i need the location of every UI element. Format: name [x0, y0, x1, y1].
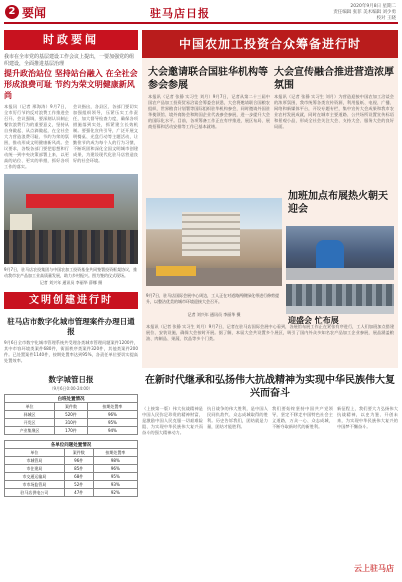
article-publicity-body: 本报讯（记者 张静 实习生 刘月）为营造迎接中国农加工洽谈会的浓厚氛围，我市统筹各类宣传资源，利用报纸、电视、广播、网络和新媒体平台，开设专题专栏，集中宣传大会成果和我市农业农村发展成就，同时在城市主要道路、公共场所设置宣传标语和景观小品，形成全社会关注大会、支持大会、服务大会的良好局面。: [274, 94, 394, 129]
lead-headline[interactable]: 提升政治站位 坚持站台融入 在全社会形成浪费可耻 节约为荣文明健康新风尚: [4, 69, 138, 100]
article-booth-setup-headline[interactable]: 加班加点布展热火朝天迎会: [288, 191, 388, 215]
app-watermark: 云上驻马店: [354, 564, 394, 573]
photo-bench: [286, 268, 394, 280]
table-cell: 96件: [64, 457, 93, 465]
photo-banner: [26, 194, 114, 208]
masthead-divider: [4, 22, 398, 24]
issue-proofreader: 校对 王晓: [376, 16, 396, 21]
table-header: 案件数: [64, 449, 93, 457]
photo-caption: 9月7日，驻马店农投集团与中国农加工投资基金共同签署投资框架协议，推动我市农产品加工业高质量发展，助力乡村振兴。图为签约仪式现场。: [4, 267, 138, 278]
table-cell: 市交通运输局: [5, 473, 65, 481]
table-cell: 产业集聚区: [5, 427, 55, 435]
feature-article: [142, 374, 398, 578]
table-cell: 95%: [87, 419, 137, 427]
feature-body: [142, 406, 398, 436]
article-publicity-headline[interactable]: 大会宣传融合推进营造浓厚氛围: [274, 67, 394, 91]
table-cell: 52件: [64, 481, 93, 489]
table-cell: 85件: [64, 465, 93, 473]
table-header: 按期处置率: [87, 403, 137, 411]
table-cell: 驿城区: [5, 411, 55, 419]
expo-special-section: [142, 30, 398, 368]
table-cell: 96%: [87, 411, 137, 419]
feature-body-col-2: 抗日战争的伟大胜利，是中国人民同仇敌忾、众志成城取得的胜利。历史告诉我们，团结就是力量，团结才能胜利。: [207, 406, 268, 429]
column-header-civilization: 文明创建进行时: [4, 292, 138, 309]
table-cell: 市住建局: [5, 465, 65, 473]
table-cell: 310件: [55, 419, 88, 427]
masthead: [0, 0, 402, 26]
signing-ceremony-photo: [4, 174, 138, 264]
issue-info: [304, 4, 396, 22]
table-row: [5, 419, 138, 427]
table-caption: 白班处置情况: [5, 395, 138, 403]
lead-body-left: 本报讯（记者 邢海涛）9月7日，全市厉行节约反对浪费工作推进会召开。会议强调，要深刻认识制止餐饮浪费行为的重要意义，坚持从自身做起、从点滴做起，在全社会大力营造浪费可耻、节约为荣的氛围，推动形成文明健康新风尚。会议要求，各级各部门要把思想和行动统一到中央决策部署上来，以更高的站位、更实的举措，抓好各项工作的落实。: [4, 104, 69, 169]
booth-setup-photo: [286, 226, 394, 280]
case-report-body: 9月6日全市数字化城市管理系统共受理各类城市管理问题案件1200件，其中市容环境类案件680件，街面秩序类案件320件，其他类案件200件。已处置案件1140件，按期处置率达到95%，各责任单位要切实提高处置效率。: [4, 340, 138, 363]
expo-photo-caption: 9月7日，驻马店国际会展中心周边，工人正在对道路两侧绿化带进行修剪提升，以整洁优美的城市环境迎接大会召开。: [146, 293, 280, 304]
table-row: [5, 481, 138, 489]
table-header: 单位: [5, 449, 65, 457]
left-column: [4, 30, 138, 497]
table-row: [5, 465, 138, 473]
expo-center-photo: [146, 198, 282, 286]
feature-body-col-4: 新征程上，我们要大力弘扬伟大抗战精神，以史为鉴、开创未来，为实现中华民族伟大复兴的中国梦不懈奋斗。: [337, 406, 398, 429]
table-cell: 47件: [64, 489, 93, 497]
table-cell: 94%: [87, 427, 137, 435]
photo-building: [182, 212, 240, 256]
newspaper-logo: 驻马店日报: [150, 7, 210, 20]
table-cell: 520件: [55, 411, 88, 419]
table-header: 按期处置率: [93, 449, 137, 457]
table-row: [5, 473, 138, 481]
feature-body-col-3: 我们要始终坚持中国共产党领导，坚定不移走中国特色社会主义道路，万众一心、众志成城，不断夺取新时代的新胜利。: [272, 406, 333, 429]
expo-photo-credit: 记者 刘兴年 通讯员 李丽华 摄: [187, 312, 241, 317]
article-busy-setup-headline[interactable]: 迎盛会 忙布展: [288, 316, 339, 325]
table-cell: 93%: [93, 481, 137, 489]
lead-kicker: 我市在全市党的基层建设工作会议上提出，一要加强党的组织建设，全面推进基层治理: [4, 54, 135, 67]
exhibition-hall-photo: [286, 284, 394, 314]
photo-floor: [286, 306, 394, 314]
feature-body-col-1: （上接第一版）伟大抗战精神是中国人民弥足珍贵的精神财富，是激励中国人民克服一切艰难险阻、为实现中华民族伟大复兴而奋斗的强大精神动力。: [142, 406, 203, 435]
photo-crowd: [4, 230, 138, 264]
table-header: 单位: [5, 403, 55, 411]
page-number-badge: 2: [5, 5, 19, 19]
table-cell: 95%: [93, 473, 137, 481]
section-title: 要闻: [22, 6, 47, 20]
expo-banner-title: 中国农加工投资合众筹备进行时: [142, 30, 398, 58]
lead-body-right: 会议指出，各县区、各部门要切实加强组织领导，压紧压实工作责任，加大督导检查力度，确保各项措施落到实处，抓紧建立长效机制。要强化宣传引导，广泛开展文明餐桌、光盘行动等主题活动，让勤俭节约成为每个人的行为习惯，不断巩固和深化全国文明城市创建成果，为建设现代化驻马店营造良好的社会环境。: [73, 104, 138, 163]
article-booth-setup-body: 本报讯（记者 张静 实习生 刘月）9月7日，记者在驻马店国际会展中心看到，各展馆布展工作正在紧张有序进行，工人们加班加点搭建展位、安装设施，确保大会按时开展。据了解，本届大会共设置多个展区，吸引了国内外众多知名农产品加工企业参展，展品涵盖粮油、肉制品、果蔬、饮品等多个门类。: [146, 324, 394, 341]
article-un-agencies-body: 本报讯（记者 张静 实习生 刘月）9月7日，记者从第二十三届中国农产品加工投资贸易洽谈会筹委会获悉，大会将邀请联合国粮农组织、世界粮食计划署等国际组织驻华机构参会，同时邀请外国驻华使领馆、境外商协会和跨国企业代表参会参展，进一步提升大会的国际化水平。目前，各项筹备工作正在有序推进，展区布局、展商招募和活动安排等工作已基本就绪。: [148, 94, 270, 129]
table-cell: 98%: [93, 457, 137, 465]
issue-editors: 责任编辑 张菲 美术编辑 刘少勇: [333, 10, 396, 15]
stats-date: （9月6日0:00-24:00）: [49, 386, 93, 391]
table-cell: 96%: [93, 465, 137, 473]
table-cell: 开发区: [5, 419, 55, 427]
table-cell: 92%: [93, 489, 137, 497]
table-cell: 68件: [64, 473, 93, 481]
table-caption: 各单位问题处置情况: [5, 441, 138, 449]
stats-title: 数字城管日报: [48, 375, 94, 384]
table-cell: 170件: [55, 427, 88, 435]
table-row: [5, 427, 138, 435]
table-cell: 驻马店供电公司: [5, 489, 65, 497]
column-header-politics: 时政要闻: [4, 30, 138, 50]
table-row: [5, 489, 138, 497]
stats-table-daytime: [4, 394, 138, 435]
table-row: [5, 457, 138, 465]
issue-date: 2020年9月8日 星期二: [350, 4, 396, 9]
table-cell: 市市场监管局: [5, 481, 65, 489]
stats-table-units: [4, 440, 138, 497]
photo-bus: [156, 266, 196, 276]
feature-headline[interactable]: 在新时代继承和弘扬伟大抗战精神为实现中华民族伟大复兴而奋斗: [145, 375, 395, 399]
table-header: 案件数: [55, 403, 88, 411]
article-un-agencies-headline[interactable]: 大会邀请联合国驻华机构等参会参展: [148, 67, 268, 91]
table-row: [5, 411, 138, 419]
photo-credit: 记者 刘兴年 通讯员 李丽华 薛娜 摄: [39, 280, 103, 285]
case-report-headline[interactable]: 驻马店市数字化城市管理案件办理日通报: [7, 317, 135, 336]
lead-body: [4, 104, 138, 170]
table-cell: 市城管局: [5, 457, 65, 465]
